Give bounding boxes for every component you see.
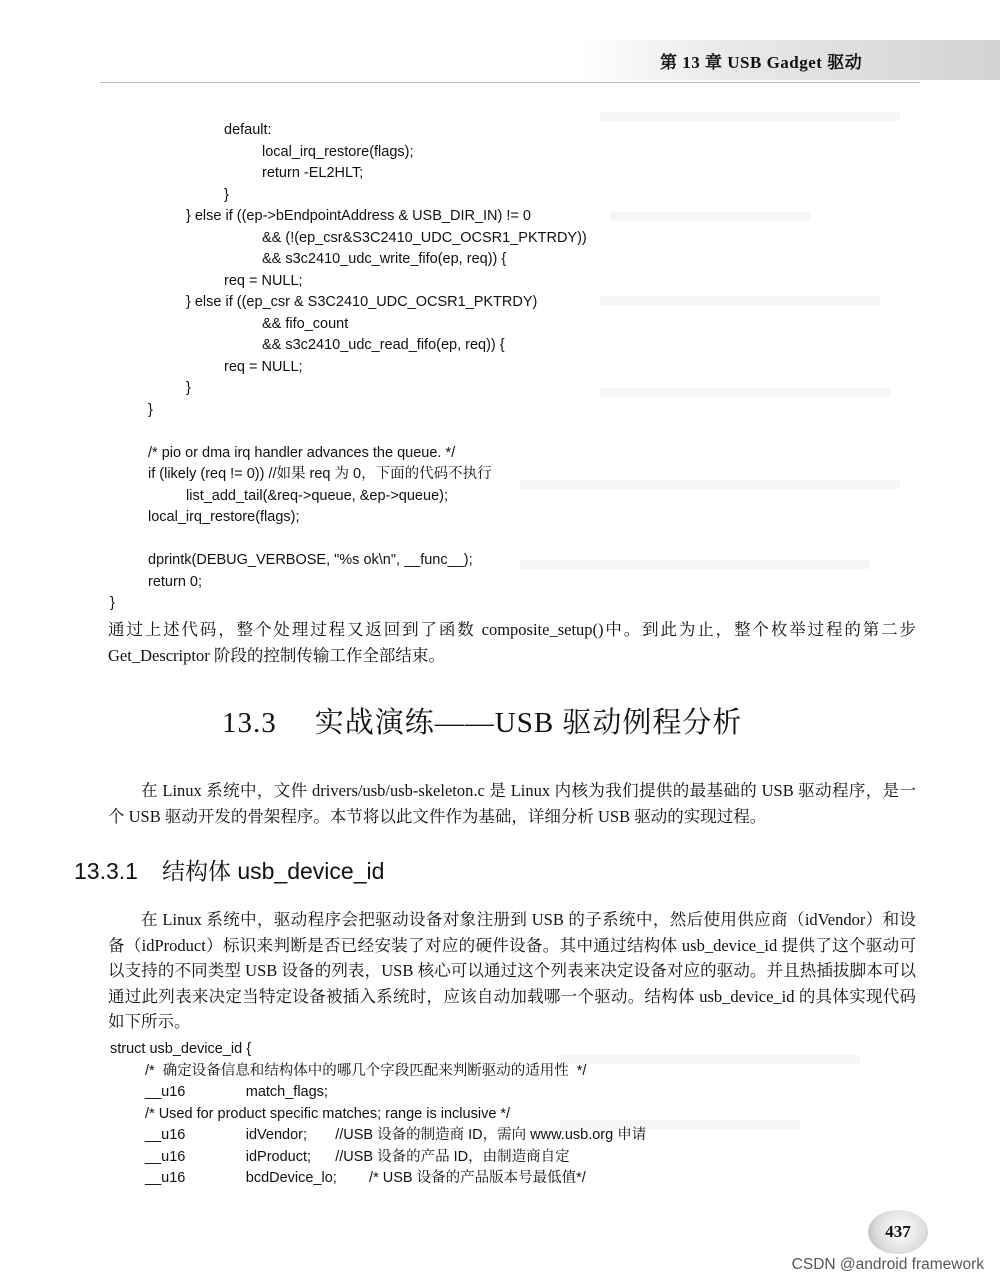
code-line <box>0 529 587 551</box>
bleed-through-line <box>610 212 810 221</box>
code-line: } else if ((ep->bEndpointAddress & USB_DIR_IN) != 0 <box>186 208 531 224</box>
subsection-heading <box>74 853 384 886</box>
code-line: } <box>224 186 229 203</box>
code-line: local_irq_restore(flags); <box>262 143 414 160</box>
paragraph-summary <box>108 617 916 668</box>
bleed-through-line <box>600 388 890 397</box>
code-line: && s3c2410_udc_read_fifo(ep, req)) { <box>262 337 505 353</box>
code-line: list_add_tail(&req->queue, &ep->queue); <box>186 487 448 504</box>
code-line: return 0; <box>148 573 202 590</box>
paragraph-usb-device-id-text: 在 Linux 系统中，驱动程序会把驱动设备对象注册到 USB 的子系统中，然后使用供应商（idVendor）和设备（idProduct）标识来判断是否已经安装了对应的硬件设备。其中通过结构体 usb_device_id 提供了这个驱动可以支持的不同类型 USB 设备的列表，USB 核心可以通过这个列表来决定设备对应的驱动。并且热插拔脚本可以通过此列表来决定当特定设备被插入系统时，应该自动加载哪一个驱动。结构体 usb_device_id 的具体实现代码如下所示。 <box>108 910 916 1031</box>
code-line: default: <box>224 122 272 138</box>
code-line: && (!(ep_csr&S3C2410_UDC_OCSR1_PKTRDY)) <box>262 229 587 246</box>
code-line: && s3c2410_udc_write_fifo(ep, req)) { <box>262 251 507 267</box>
code-line: /* 确定设备信息和结构体中的哪几个字段匹配来判断驱动的适用性 */ <box>145 1062 587 1079</box>
subsection-number: 13.3.1 <box>74 858 138 884</box>
section-number: 13.3 <box>222 707 277 739</box>
code-line: __u16 match_flags; <box>145 1084 328 1100</box>
code-line: local_irq_restore(flags); <box>148 509 300 525</box>
csdn-watermark: CSDN @android framework <box>791 1256 984 1273</box>
code-line: } <box>148 401 153 418</box>
chapter-header: 第 13 章 USB Gadget 驱动 <box>660 53 863 72</box>
paragraph-summary-text: 通过上述代码，整个处理过程又返回到了函数 composite_setup()中。到此为止，整个枚举过程的第二步 Get_Descriptor 阶段的控制传输工作全部结束。 <box>108 620 916 665</box>
section-title: 实战演练——USB 驱动例程分析 <box>314 707 743 739</box>
code-line: } <box>186 380 191 396</box>
code-line: if (likely (req != 0)) //如果 req 为 0，下面的代码不执行 <box>148 466 492 482</box>
code-line: } <box>110 595 115 611</box>
code-line <box>0 421 587 443</box>
code-line: req = NULL; <box>224 272 303 289</box>
paragraph-intro-text: 在 Linux 系统中，文件 drivers/usb/usb-skeleton.c 是 Linux 内核为我们提供的最基础的 USB 驱动程序，是一个 USB 驱动开发的骨架程序。本节将以此文件作为基础，详细分析 USB 驱动的实现过程。 <box>108 781 916 826</box>
bleed-through-line <box>600 112 900 121</box>
bleed-through-line <box>600 296 880 305</box>
code-line: req = NULL; <box>224 358 303 375</box>
paragraph-intro <box>108 778 916 829</box>
code-line: __u16 idProduct; //USB 设备的产品 ID，由制造商自定 <box>145 1148 570 1165</box>
subsection-title: 结构体 usb_device_id <box>161 858 385 884</box>
code-block-usb-device-id <box>0 1039 646 1190</box>
header-rule <box>100 82 920 83</box>
code-line: } else if ((ep_csr & S3C2410_UDC_OCSR1_PKTRDY) <box>186 294 538 310</box>
page-number-text: 437 <box>885 1222 911 1241</box>
code-block-irq-handler <box>0 120 587 615</box>
section-heading <box>222 700 742 741</box>
code-line: dprintk(DEBUG_VERBOSE, "%s ok\n", __func__); <box>148 552 473 568</box>
code-line: __u16 idVendor; //USB 设备的制造商 ID，需向 www.usb.org 申请 <box>145 1127 647 1143</box>
code-line: struct usb_device_id { <box>110 1041 252 1057</box>
code-line: return -EL2HLT; <box>262 165 364 181</box>
page-number <box>868 1210 928 1254</box>
code-line: /* Used for product specific matches; range is inclusive */ <box>145 1105 511 1122</box>
code-line: __u16 bcdDevice_lo; /* USB 设备的产品版本号最低值*/ <box>145 1170 586 1186</box>
paragraph-usb-device-id <box>108 907 916 1035</box>
code-line: /* pio or dma irq handler advances the queue. */ <box>148 444 456 461</box>
code-line: && fifo_count <box>262 315 349 332</box>
